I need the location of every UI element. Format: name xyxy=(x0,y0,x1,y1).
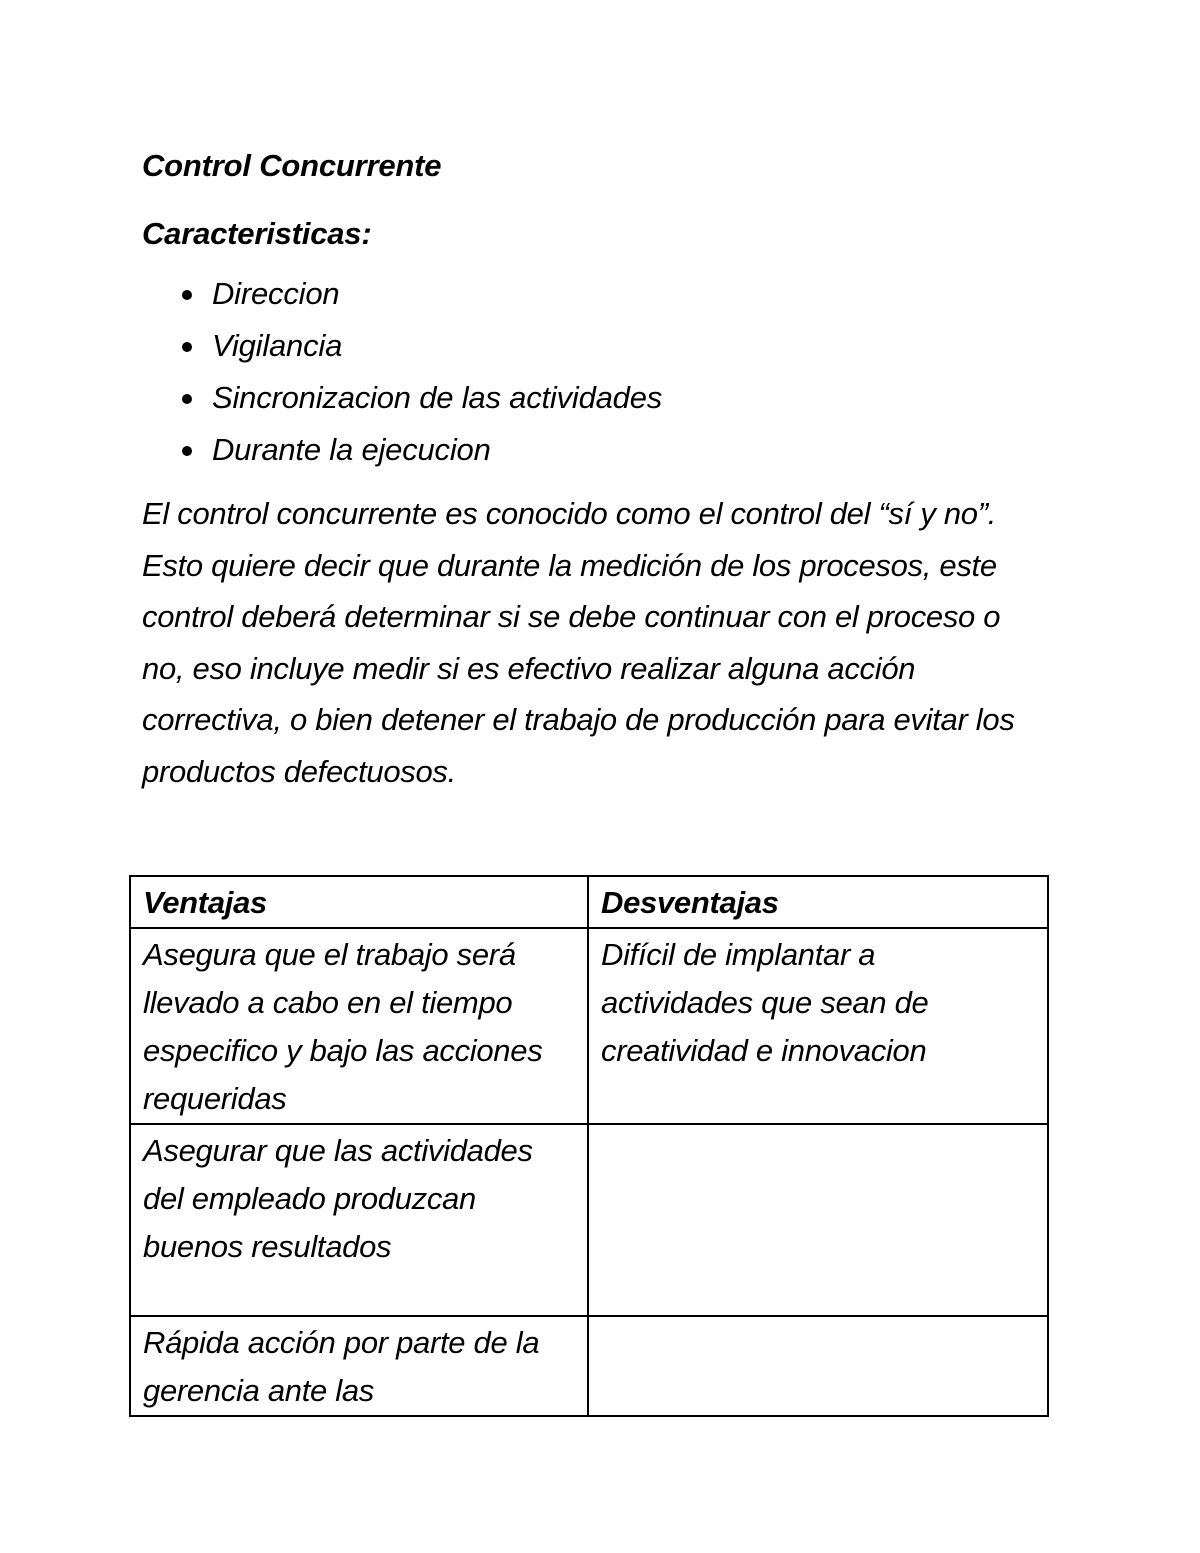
list-item-text: Sincronizacion de las actividades xyxy=(212,380,663,415)
body-paragraph: El control concurrente es conocido como el control del “sí y no”. Esto quiere decir que durante la medición de los procesos, este control deberá determinar si se debe continuar con el proceso o no, eso incluye medir si es efectivo realizar alguna acción correctiva, o bien detener el trabajo de producción para evitar los productos defectuosos. xyxy=(142,496,1015,789)
section-subtitle: Caracteristicas: xyxy=(142,216,372,251)
feature-list xyxy=(142,268,1052,476)
list-item xyxy=(142,268,1052,320)
table-cell: Difícil de implantar a actividades que sean de creatividad e innovacion xyxy=(588,928,1048,1124)
list-item-text: Durante la ejecucion xyxy=(212,432,491,467)
list-item-text: Vigilancia xyxy=(212,328,343,363)
list-item xyxy=(142,424,1052,476)
table-cell: Asegura que el trabajo será llevado a cabo en el tiempo especifico y bajo las acciones requeridas xyxy=(130,928,588,1124)
column-header-ventajas: Ventajas xyxy=(130,876,588,928)
list-item xyxy=(142,372,1052,424)
list-item-text: Direccion xyxy=(212,276,340,311)
table-cell: Asegurar que las actividades del empleado produzcan buenos resultados xyxy=(130,1124,588,1316)
bullet-icon xyxy=(182,290,192,300)
bullet-icon xyxy=(182,342,192,352)
table-cell xyxy=(588,1124,1048,1316)
table-cell xyxy=(588,1316,1048,1416)
column-header-desventajas: Desventajas xyxy=(588,876,1048,928)
table-cell: Rápida acción por parte de la gerencia ante las xyxy=(130,1316,588,1416)
comparison-table xyxy=(129,875,1049,1417)
table-header-row xyxy=(130,876,1048,928)
list-item xyxy=(142,320,1052,372)
table-row xyxy=(130,928,1048,1124)
bullet-icon xyxy=(182,394,192,404)
bullet-icon xyxy=(182,446,192,456)
page-title: Control Concurrente xyxy=(142,148,442,183)
table-row xyxy=(130,1124,1048,1316)
table-row xyxy=(130,1316,1048,1416)
document-body xyxy=(142,140,1052,797)
